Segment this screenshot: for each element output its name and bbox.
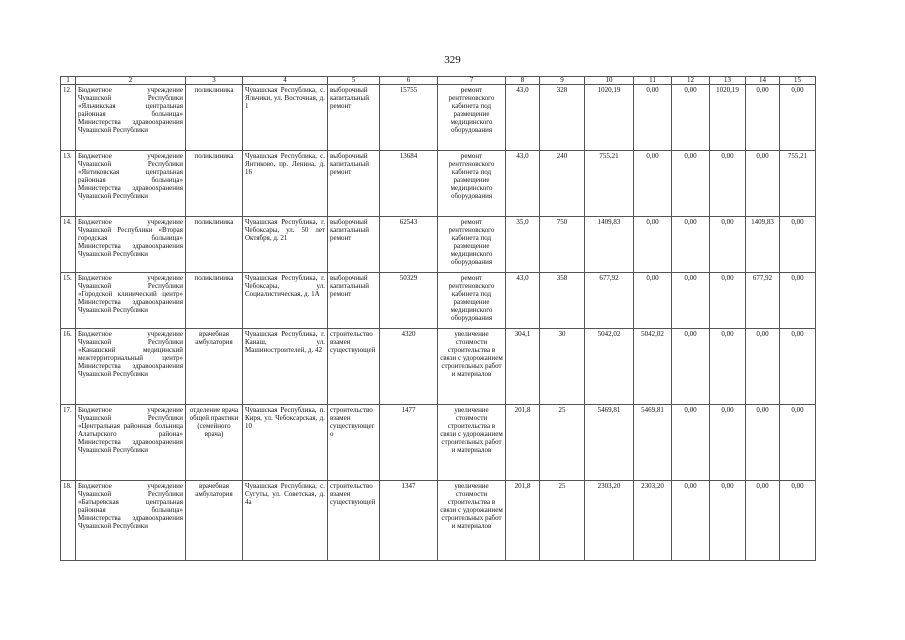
value-col-13: 0,00 xyxy=(710,273,746,329)
value-col-11: 5042,02 xyxy=(634,329,672,405)
value-col-13: 0,00 xyxy=(710,329,746,405)
value-col-8: 43,0 xyxy=(506,273,540,329)
value-col-11: 5469,81 xyxy=(634,405,672,481)
value-col-10: 2303,20 xyxy=(585,481,634,561)
facility-type: поликлиника xyxy=(186,151,243,217)
value-col-9: 30 xyxy=(540,329,585,405)
institution-name: Бюджетное учреждение Чувашской Республики «Янтиковская центральная районная больница» Министерства здравоохранения Чувашской Республики xyxy=(76,151,186,217)
table-row xyxy=(61,273,816,329)
value-col-15: 755,21 xyxy=(780,151,816,217)
row-number: 15. xyxy=(61,273,76,329)
facility-address: Чувашская Республика, с. Яльчики, ул. Восточная, д. 1 xyxy=(243,85,328,151)
work-type: выборочный капитальный ремонт xyxy=(328,85,380,151)
value-col-13: 0,00 xyxy=(710,217,746,273)
table-body xyxy=(61,85,816,561)
value-col-9: 25 xyxy=(540,405,585,481)
facility-address: Чувашская Республика, с. Янтиково, пр. Ленина, д. 16 xyxy=(243,151,328,217)
column-header: 2 xyxy=(76,77,186,85)
work-type: выборочный капитальный ремонт xyxy=(328,151,380,217)
value-col-11: 2303,20 xyxy=(634,481,672,561)
value-col-15: 0,00 xyxy=(780,405,816,481)
column-header: 10 xyxy=(585,77,634,85)
institution-name: Бюджетное учреждение Чувашской Республики «Батыревская центральная районная больница» Министерства здравоохранения Чувашской Республики xyxy=(76,481,186,561)
facility-type: поликлиника xyxy=(186,217,243,273)
facility-address: Чувашская Республика, г. Канаш, ул. Машиностроителей, д. 42 xyxy=(243,329,328,405)
value-col-10: 1409,83 xyxy=(585,217,634,273)
reason-text: увеличение стоимости строительства в связи с удорожанием строительных работ и материалов xyxy=(438,405,506,481)
value-col-8: 43,0 xyxy=(506,151,540,217)
value-col-12: 0,00 xyxy=(672,151,710,217)
value-col-8: 201,8 xyxy=(506,481,540,561)
area-value: 13684 xyxy=(380,151,438,217)
value-col-11: 0,00 xyxy=(634,151,672,217)
row-number: 12. xyxy=(61,85,76,151)
column-header: 14 xyxy=(746,77,780,85)
work-type: выборочный капитальный ремонт xyxy=(328,273,380,329)
reason-text: ремонт рентгеновского кабинета под размещение медицинского оборудования xyxy=(438,85,506,151)
reason-text: увеличение стоимости строительства в связи с удорожанием строительных работ и материалов xyxy=(438,481,506,561)
value-col-13: 1020,19 xyxy=(710,85,746,151)
value-col-12: 0,00 xyxy=(672,405,710,481)
value-col-10: 5469,81 xyxy=(585,405,634,481)
facility-type: поликлиника xyxy=(186,273,243,329)
facility-address: Чувашская Республика, г. Чебоксары, ул. 50 лет Октября, д. 21 xyxy=(243,217,328,273)
value-col-14: 0,00 xyxy=(746,329,780,405)
value-col-11: 0,00 xyxy=(634,217,672,273)
value-col-15: 0,00 xyxy=(780,481,816,561)
column-header: 5 xyxy=(328,77,380,85)
value-col-15: 0,00 xyxy=(780,329,816,405)
institution-name: Бюджетное учреждение Чувашской Республики «Вторая городская больница» Министерства здравоохранения Чувашской Республики xyxy=(76,217,186,273)
facility-type: врачебная амбулатория xyxy=(186,329,243,405)
area-value: 4320 xyxy=(380,329,438,405)
facility-type: отделение врача общей практики (семейного врача) xyxy=(186,405,243,481)
value-col-8: 43,0 xyxy=(506,85,540,151)
value-col-12: 0,00 xyxy=(672,217,710,273)
column-header: 7 xyxy=(438,77,506,85)
value-col-13: 0,00 xyxy=(710,151,746,217)
area-value: 50329 xyxy=(380,273,438,329)
institution-name: Бюджетное учреждение Чувашской Республики «Центральная районная больница Алатырского района» Министерства здравоохранения Чувашской Республики xyxy=(76,405,186,481)
column-header: 4 xyxy=(243,77,328,85)
facility-type: поликлиника xyxy=(186,85,243,151)
value-col-14: 0,00 xyxy=(746,481,780,561)
column-header: 12 xyxy=(672,77,710,85)
value-col-10: 5042,02 xyxy=(585,329,634,405)
institution-name: Бюджетное учреждение Чувашской Республики «Канашский медицинский межтерриториальный центр» Министерства здравоохранения Чувашской Республики xyxy=(76,329,186,405)
column-header: 13 xyxy=(710,77,746,85)
area-value: 15755 xyxy=(380,85,438,151)
value-col-11: 0,00 xyxy=(634,273,672,329)
value-col-9: 240 xyxy=(540,151,585,217)
facility-address: Чувашская Республика, п. Киря, ул. Чебоксарская, д. 10 xyxy=(243,405,328,481)
value-col-8: 201,8 xyxy=(506,405,540,481)
column-header: 6 xyxy=(380,77,438,85)
value-col-12: 0,00 xyxy=(672,273,710,329)
table-row xyxy=(61,85,816,151)
value-col-11: 0,00 xyxy=(634,85,672,151)
table-row xyxy=(61,151,816,217)
institution-name: Бюджетное учреждение Чувашской Республики «Городской клинический центр» Министерства здравоохранения Чувашской Республики xyxy=(76,273,186,329)
value-col-9: 358 xyxy=(540,273,585,329)
table-row xyxy=(61,329,816,405)
reason-text: увеличение стоимости строительства в связи с удорожанием строительных работ и материалов xyxy=(438,329,506,405)
area-value: 1477 xyxy=(380,405,438,481)
facility-address: Чувашская Республика, с. Сугуты, ул. Советская, д. 4а xyxy=(243,481,328,561)
page-number: 329 xyxy=(444,54,461,66)
column-header: 1 xyxy=(61,77,76,85)
work-type: строительство взамен существующей xyxy=(328,329,380,405)
institution-name: Бюджетное учреждение Чувашской Республики «Яльчикская центральная районная больница» Министерства здравоохранения Чувашской Республики xyxy=(76,85,186,151)
value-col-8: 35,0 xyxy=(506,217,540,273)
value-col-14: 0,00 xyxy=(746,405,780,481)
table-row xyxy=(61,405,816,481)
row-number: 18. xyxy=(61,481,76,561)
value-col-12: 0,00 xyxy=(672,85,710,151)
column-header: 8 xyxy=(506,77,540,85)
table-row xyxy=(61,217,816,273)
value-col-9: 328 xyxy=(540,85,585,151)
value-col-13: 0,00 xyxy=(710,405,746,481)
value-col-15: 0,00 xyxy=(780,85,816,151)
column-header: 3 xyxy=(186,77,243,85)
table-row xyxy=(61,481,816,561)
value-col-13: 0,00 xyxy=(710,481,746,561)
column-header: 11 xyxy=(634,77,672,85)
value-col-14: 0,00 xyxy=(746,151,780,217)
reason-text: ремонт рентгеновского кабинета под размещение медицинского оборудования xyxy=(438,273,506,329)
work-type: выборочный капитальный ремонт xyxy=(328,217,380,273)
column-header: 15 xyxy=(780,77,816,85)
value-col-9: 750 xyxy=(540,217,585,273)
value-col-15: 0,00 xyxy=(780,217,816,273)
column-number-row xyxy=(61,77,816,85)
facility-type: врачебная амбулатория xyxy=(186,481,243,561)
row-number: 17. xyxy=(61,405,76,481)
value-col-8: 304,1 xyxy=(506,329,540,405)
area-value: 62543 xyxy=(380,217,438,273)
work-type: строительство взамен существующей xyxy=(328,481,380,561)
value-col-14: 1409,83 xyxy=(746,217,780,273)
row-number: 13. xyxy=(61,151,76,217)
column-header: 9 xyxy=(540,77,585,85)
reason-text: ремонт рентгеновского кабинета под размещение медицинского оборудования xyxy=(438,217,506,273)
value-col-12: 0,00 xyxy=(672,329,710,405)
facilities-table xyxy=(60,76,816,561)
row-number: 14. xyxy=(61,217,76,273)
value-col-10: 677,92 xyxy=(585,273,634,329)
value-col-14: 677,92 xyxy=(746,273,780,329)
area-value: 1347 xyxy=(380,481,438,561)
value-col-12: 0,00 xyxy=(672,481,710,561)
value-col-15: 0,00 xyxy=(780,273,816,329)
work-type: строительство взамен существующего xyxy=(328,405,380,481)
reason-text: ремонт рентгеновского кабинета под размещение медицинского оборудования xyxy=(438,151,506,217)
value-col-10: 755,21 xyxy=(585,151,634,217)
value-col-14: 0,00 xyxy=(746,85,780,151)
facility-address: Чувашская Республика, г. Чебоксары, ул. Социалистическая, д. 1А xyxy=(243,273,328,329)
value-col-9: 25 xyxy=(540,481,585,561)
row-number: 16. xyxy=(61,329,76,405)
value-col-10: 1020,19 xyxy=(585,85,634,151)
